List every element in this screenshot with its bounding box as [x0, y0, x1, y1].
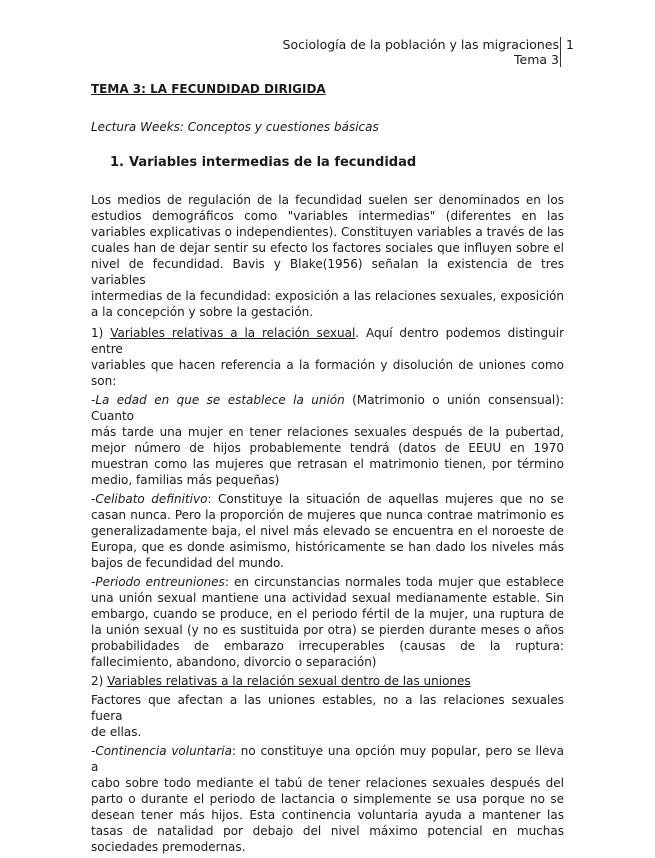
- italic-term: -Continencia voluntaria: [91, 744, 232, 758]
- underlined-subheading: Variables relativas a la relación sexual: [110, 326, 356, 340]
- section-title: Variables intermedias de la fecundidad: [129, 155, 417, 170]
- text-line: [91, 654, 564, 670]
- line-text: : en circunstancias normales toda mujer que establece: [224, 575, 565, 589]
- underlined-subheading: Variables relativas a la relación sexual dentro de las uniones: [107, 674, 471, 688]
- line-text: estudios demográficos como "variables intermedias" (diferentes en las: [91, 209, 564, 223]
- text-line: [91, 240, 564, 256]
- list-marker: 1): [91, 326, 111, 340]
- list-marker: 2): [91, 674, 108, 688]
- line-text: Los medios de regulación de la fecundidad suelen ser denominados en los: [91, 193, 564, 207]
- line-text: generalizadamente baja, el nivel más elevado se encuentra en el noroeste de: [91, 524, 564, 538]
- text-line: [91, 539, 564, 555]
- paragraph: [91, 692, 564, 740]
- text-line: [91, 208, 564, 224]
- line-text: cabo sobre todo mediante el tabú de tener relaciones sexuales después del: [91, 776, 564, 790]
- line-text: mejor número de hijos probablemente tendrá (datos de EEUU en 1970: [91, 441, 564, 455]
- line-text: son:: [91, 374, 117, 388]
- line-text: tasas de natalidad por debajo del nivel máximo potencial en muchas: [91, 824, 564, 838]
- text-line: [91, 791, 564, 807]
- line-text: variables explicativas o independientes). Constituyen variables a través de las: [91, 225, 564, 239]
- header-divider: [560, 37, 561, 67]
- text-line: [91, 357, 564, 373]
- paragraph: [91, 574, 564, 670]
- text-line: [91, 392, 564, 424]
- line-text: (Matrimonio o unión consensual): Cuanto: [91, 393, 564, 423]
- text-line: [91, 775, 564, 791]
- running-header: [283, 37, 559, 67]
- text-line: [91, 424, 564, 440]
- text-line: [91, 724, 564, 740]
- text-line: [91, 606, 564, 622]
- header-topic: Tema 3: [514, 52, 559, 67]
- text-line: [91, 692, 564, 724]
- line-text: . Aquí dentro podemos distinguir entre: [91, 326, 565, 356]
- line-text: una unión sexual mantiene una actividad sexual medianamente estable. Sin: [91, 591, 564, 605]
- paragraph: [91, 325, 564, 389]
- line-text: desean tener más hijos. Esta continencia voluntaria ayuda a mantener las: [91, 808, 564, 822]
- line-text: embargo, cuando se produce, en el periodo fértil de la mujer, una ruptura de: [91, 607, 564, 621]
- text-line: [91, 325, 564, 357]
- italic-term: -La edad en que se establece la unión: [91, 393, 345, 407]
- text-line: [91, 523, 564, 539]
- italic-term: -Celibato definitivo: [91, 492, 208, 506]
- text-line: [91, 472, 564, 488]
- line-text: Factores que afectan a las uniones estables, no a las relaciones sexuales fuera: [91, 693, 564, 723]
- paragraph: [91, 192, 564, 320]
- header-course: Sociología de la población y las migraciones: [282, 37, 559, 52]
- text-line: [91, 823, 564, 839]
- page-number: 1: [566, 37, 574, 52]
- document-title: TEMA 3: LA FECUNDIDAD DIRIGIDA: [91, 82, 326, 96]
- line-text: de ellas.: [91, 725, 142, 739]
- section-number: 1.: [110, 155, 124, 170]
- line-text: parto o durante el periodo de lactancia o simplemente se usa porque no se: [91, 792, 564, 806]
- text-line: [91, 440, 564, 456]
- line-text: probabilidades de embarazo irrecuperables (causas de la ruptura:: [91, 639, 564, 653]
- text-line: [91, 807, 564, 823]
- text-line: [91, 224, 564, 240]
- text-line: [91, 555, 564, 571]
- document-body: [91, 192, 564, 858]
- text-line: [91, 638, 564, 654]
- text-line: [91, 192, 564, 208]
- text-line: [91, 288, 564, 304]
- paragraph: [91, 673, 564, 689]
- text-line: [91, 673, 564, 689]
- paragraph: [91, 743, 564, 855]
- line-text: bajos de fecundidad del mundo.: [91, 556, 284, 570]
- line-text: sociedades premodernas.: [91, 840, 246, 854]
- text-line: [91, 574, 564, 590]
- line-text: : Constituye la situación de aquellas mujeres que no se: [207, 492, 565, 506]
- text-line: [91, 456, 564, 472]
- paragraph: [91, 392, 564, 488]
- line-text: muestran como las mujeres que retrasan el matrimonio tienen, por término: [91, 457, 564, 471]
- line-text: : no constituye una opción muy popular, pero se lleva a: [91, 744, 564, 774]
- line-text: la unión sexual (y no es sustituida por otra) se pierden durante meses o años: [91, 623, 564, 637]
- text-line: [91, 839, 564, 855]
- line-text: casan nunca. Pero la proporción de mujeres que nunca contrae matrimonio es: [91, 508, 564, 522]
- paragraph: [91, 491, 564, 571]
- text-line: [91, 256, 564, 288]
- section-heading: [110, 155, 416, 170]
- line-text: variables que hacen referencia a la formación y disolución de uniones como: [91, 358, 564, 372]
- line-text: cuales han de dejar sentir su efecto los factores sociales que influyen sobre el: [91, 241, 564, 255]
- text-line: [91, 491, 564, 507]
- line-text: más tarde una mujer en tener relaciones sexuales después de la pubertad,: [91, 425, 564, 439]
- text-line: [91, 590, 564, 606]
- text-line: [91, 304, 564, 320]
- line-text: intermedias de la fecundidad: exposición a las relaciones sexuales, exposición: [91, 289, 564, 303]
- line-text: a la concepción y sobre la gestación.: [91, 305, 314, 319]
- text-line: [91, 622, 564, 638]
- line-text: Europa, que es donde asimismo, históricamente se han dado los niveles más: [91, 540, 564, 554]
- text-line: [91, 373, 564, 389]
- line-text: nivel de fecundidad. Bavis y Blake(1956) señalan la existencia de tres variables: [91, 257, 564, 287]
- line-text: medio, familias más pequeñas): [91, 473, 280, 487]
- line-text: fallecimiento, abandono, divorcio o separación): [91, 655, 377, 669]
- italic-term: -Periodo entreuniones: [91, 575, 225, 589]
- text-line: [91, 507, 564, 523]
- text-line: [91, 743, 564, 775]
- reading-subtitle: Lectura Weeks: Conceptos y cuestiones básicas: [91, 120, 379, 134]
